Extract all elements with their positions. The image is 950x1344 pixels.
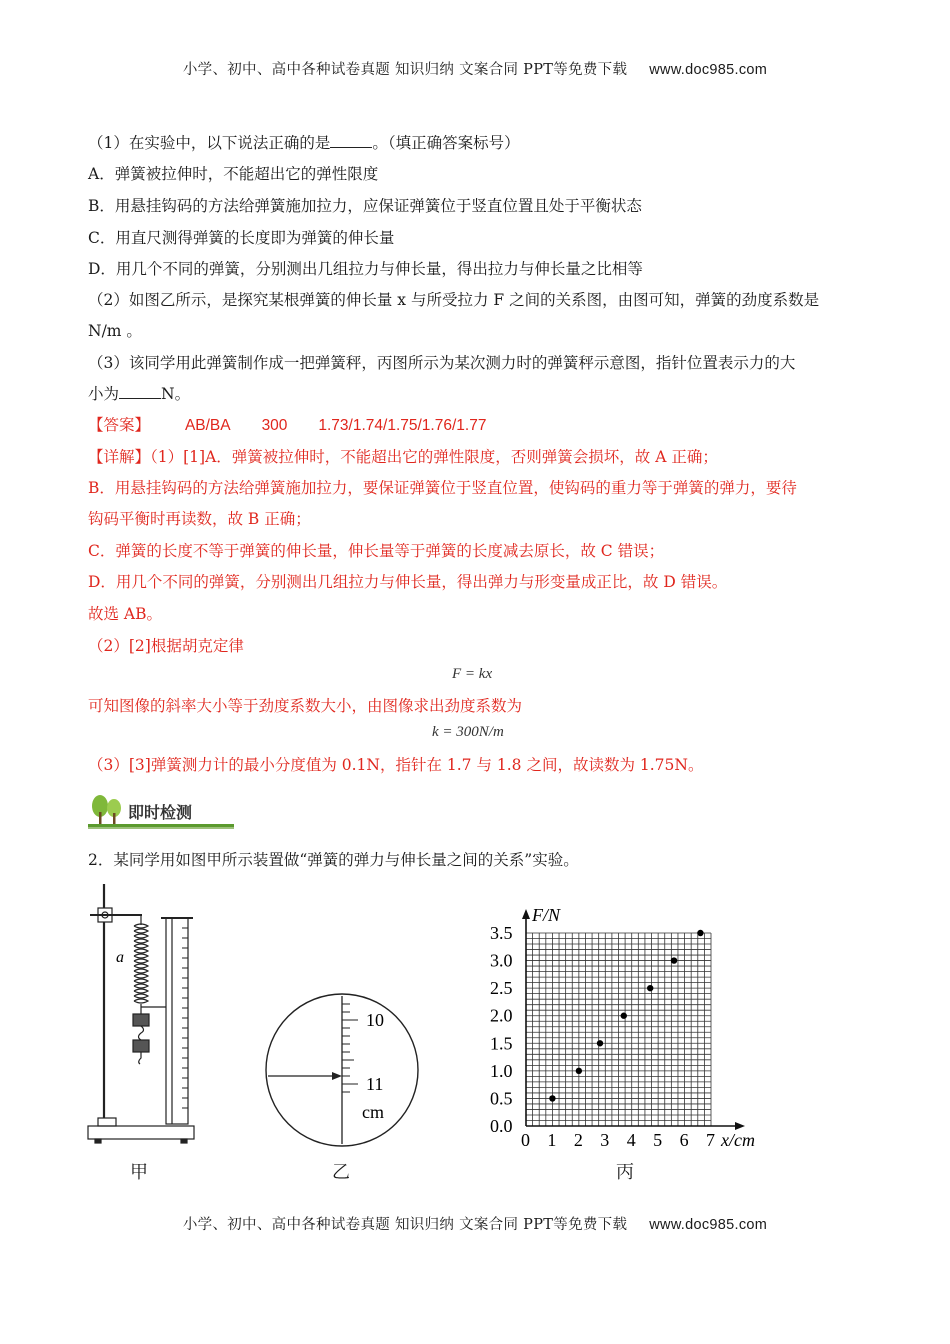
y-axis-arrow: [522, 909, 530, 919]
ruler-unit: cm: [362, 1102, 384, 1122]
footer-text: 小学、初中、高中各种试卷真题 知识归纳 文案合同 PPT等免费下载: [182, 1217, 628, 1233]
answer-blank: [330, 133, 372, 148]
ruler-tick-10: 10: [366, 1010, 384, 1030]
data-point: [576, 1068, 582, 1074]
ruler-tick-11: 11: [366, 1074, 384, 1094]
data-point: [697, 930, 703, 936]
explain-line-6: 故选 AB。: [88, 605, 163, 623]
label-jia: 甲: [130, 1162, 148, 1183]
q2-line1: （2）如图乙所示，是探究某根弹簧的伸长量 x 与所受拉力 F 之间的关系图，由图可知，弹簧的劲度系数是: [88, 291, 820, 309]
x-tick-label: 1: [547, 1130, 557, 1148]
x-tick-label: 0: [521, 1130, 530, 1148]
spring-label: a: [116, 949, 124, 966]
q1-option-a: A．弹簧被拉伸时，不能超出它的弹性限度: [88, 165, 379, 183]
answer-line: [88, 415, 486, 436]
explain-text-1: （1）[1]A．弹簧被拉伸时，不能超出它的弹性限度，否则弹簧会损坏，故 A 正确；: [150, 448, 718, 466]
data-point: [621, 1013, 627, 1019]
formula-k: k = 300N/m: [432, 724, 504, 740]
data-point: [647, 985, 653, 991]
data-point: [597, 1040, 603, 1046]
q3-line2-text: 小为: [88, 385, 120, 403]
formula-hooke: F = kx: [452, 666, 493, 682]
explain-line-4: C．弹簧的长度不等于弹簧的伸长量，伸长量等于弹簧的长度减去原长，故 C 错误；: [88, 542, 665, 560]
y-tick-label: 1.0: [490, 1060, 513, 1081]
x-tick-label: 6: [679, 1130, 689, 1148]
question-2: 2．某同学用如图甲所示装置做“弹簧的弹力与伸长量之间的关系”实验。: [88, 851, 579, 869]
explain-line-8: 可知图像的斜率大小等于劲度系数大小，由图像求出劲度系数为: [88, 697, 523, 715]
explain-line-2: B．用悬挂钩码的方法给弹簧施加拉力，要保证弹簧位于竖直位置，使钩码的重力等于弹簧的弹力，要待: [88, 479, 797, 497]
page-header: [0, 58, 950, 79]
q1-option-b: B．用悬挂钩码的方法给弹簧施加拉力，应保证弹簧位于竖直位置且处于平衡状态: [88, 197, 642, 215]
data-point: [671, 957, 677, 963]
explain-line-5: D．用几个不同的弹簧，分别测出几组拉力与伸长量，得出弹力与形变量成正比，故 D 错误。: [88, 573, 728, 591]
figure-jia: [86, 880, 198, 1155]
answer-blank: [119, 384, 161, 399]
answer-tag: 【答案】: [88, 416, 151, 434]
x-tick-label: 7: [706, 1130, 715, 1148]
y-tick-label: 0.5: [490, 1088, 513, 1109]
answer-1: AB/BA: [184, 417, 231, 434]
y-tick-label: 2.0: [490, 1005, 513, 1026]
explain-line-3: 钩码平衡时再读数，故 B 正确；: [88, 510, 311, 528]
chart-y-label: F/N: [532, 905, 561, 925]
explain-line-7: （2）[2]根据胡克定律: [88, 637, 244, 655]
q3-line1: （3）该同学用此弹簧制作成一把弹簧秤，丙图所示为某次测力时的弹簧秤示意图，指针位置表示力的大: [88, 354, 796, 372]
y-tick-label: 1.5: [490, 1033, 513, 1054]
banner-title: 即时检测: [128, 803, 193, 822]
label-bing: 丙: [616, 1162, 634, 1183]
q1-stem-tail: 。（填正确答案标号）: [372, 134, 520, 152]
q1-stem-text: （1）在实验中，以下说法正确的是: [88, 134, 331, 152]
q3-line2-tail: N。: [161, 385, 191, 403]
label-yi: 乙: [332, 1162, 350, 1183]
y-tick-label: 0.0: [490, 1116, 513, 1136]
figure-bing-chart: [486, 898, 776, 1148]
x-tick-label: 2: [573, 1130, 583, 1148]
header-text: 小学、初中、高中各种试卷真题 知识归纳 文案合同 PPT等免费下载: [182, 62, 628, 78]
explain-tag: 【详解】: [88, 448, 151, 466]
x-axis-arrow: [735, 1122, 745, 1130]
answer-2: 300: [261, 417, 288, 434]
footer-url[interactable]: www.doc985.com: [649, 1217, 768, 1233]
section-banner: [88, 794, 234, 832]
explain-line-1: [88, 447, 718, 467]
chart-axes: [522, 909, 745, 1130]
explain-line-9: （3）[3]弹簧测力计的最小分度值为 0.1N，指针在 1.7 与 1.8 之间，故读数为 1.75N。: [88, 756, 704, 774]
x-tick-label: 5: [653, 1130, 663, 1148]
answer-3: 1.73/1.74/1.75/1.76/1.77: [318, 417, 487, 434]
q1-option-d: D．用几个不同的弹簧，分别测出几组拉力与伸长量，得出拉力与伸长量之比相等: [88, 260, 643, 278]
y-tick-label: 2.5: [490, 978, 513, 999]
y-tick-label: 3.0: [490, 950, 513, 971]
chart-tick-labels: [490, 923, 715, 1148]
header-url[interactable]: www.doc985.com: [649, 62, 768, 78]
q2-line2: N/m 。: [88, 322, 142, 340]
figure-yi: [262, 990, 422, 1148]
q3-line2: [88, 384, 190, 404]
q1-option-c: C．用直尺测得弹簧的长度即为弹簧的伸长量: [88, 229, 395, 247]
data-point: [549, 1095, 555, 1101]
y-tick-label: 3.5: [490, 923, 513, 943]
x-tick-label: 4: [626, 1130, 636, 1148]
x-tick-label: 3: [600, 1130, 610, 1148]
page-footer: [0, 1213, 950, 1234]
q1-stem: [88, 133, 520, 153]
chart-x-label: x/cm: [721, 1130, 755, 1148]
